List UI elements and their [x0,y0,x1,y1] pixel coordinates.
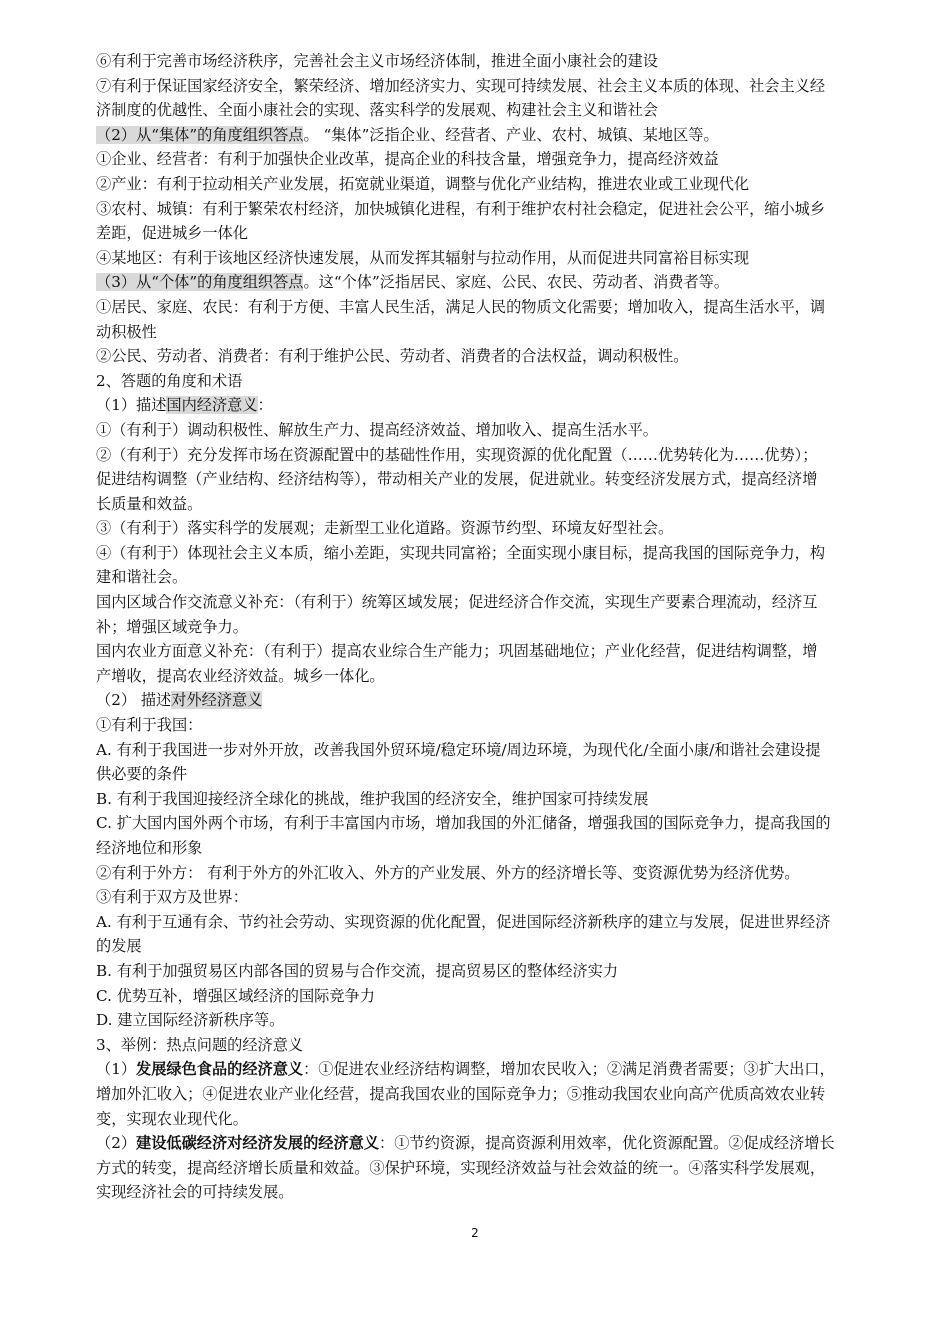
text-line: ②产业：有利于拉动相关产业发展，拓宽就业渠道，调整与优化产业结构，推进农业或工业现代化 [96,174,750,193]
text-line: 供必要的条件 [96,765,188,784]
text-line: 变，实现农业现代化。 [96,1109,248,1128]
text-line: 促进结构调整（产业结构、经济结构等），带动相关产业的发展，促进就业。转变经济发展方式，提高经济增 [96,470,818,489]
text-line: ①企业、经营者：有利于加强快企业改革，提高企业的科技含量，增强竞争力，提高经济效益 [96,150,719,169]
highlighted-heading: 对外经济意义 [171,691,263,710]
text-line: ③（有利于）落实科学的发展观；走新型工业化道路。资源节约型、环境友好型社会。 [96,519,674,538]
text-line: ②有利于外方： 有利于外方的外汇收入、外方的产业发展、外方的经济增长等、变资源优势为经济优势。 [96,863,800,882]
text-line: 长质量和效益。 [96,494,203,513]
heading-prefix: （2） 描述 [96,691,172,710]
text-line: C. 扩大国内国外两个市场，有利于丰富国内市场，增加我国的外汇储备，增强我国的国际竞争力，提高我国的 [96,814,831,833]
highlighted-heading: （2）从“集体”的角度组织答点 [96,125,304,144]
text-line: ①居民、家庭、农民：有利于方便、丰富人民生活，满足人民的物质文化需要；增加收入，提高生活水平，调 [96,297,825,316]
text-line: 方式的转变，提高经济增长质量和效益。③保护环境，实现经济效益与社会效益的统一。④落实科学发展观， [96,1158,825,1177]
text-line: ①有利于我国： [96,716,203,735]
text-line: ②公民、劳动者、消费者：有利于维护公民、劳动者、消费者的合法权益，调动积极性。 [96,347,689,366]
heading-text: 。这“个体”泛指居民、家庭、公民、农民、劳动者、消费者等。 [303,273,730,292]
heading-prefix: （1） [96,1060,137,1079]
text-line: 实现经济社会的可持续发展。 [96,1183,294,1202]
section-heading [96,393,886,418]
section-heading [96,688,886,713]
text-line: ④某地区：有利于该地区经济快速发展，从而发挥其辐射与拉动作用，从而促进共同富裕目标实现 [96,248,750,267]
text-line: C. 优势互补，增强区域经济的国际竞争力 [96,986,375,1005]
text-line: 国内区域合作交流意义补充：（有利于）统筹区域发展；促进经济合作交流，实现生产要素合理流动，经济互 [96,593,818,612]
bold-title: 发展绿色食品的经济意义 [136,1060,304,1079]
text-line: 建和谐社会。 [96,568,188,587]
text-line: ③农村、城镇：有利于繁荣农村经济，加快城镇化进程，有利于维护农村社会稳定，促进社会公平，缩小城乡 [96,199,825,218]
text-line: 动积极性 [96,322,157,341]
text-line: A. 有利于互通有余、节约社会劳动、实现资源的优化配置，促进国际经济新秩序的建立与发展，促进世界经济 [96,912,831,931]
heading-text: 。 “集体”泛指企业、经营者、产业、农村、城镇、某地区等。 [303,125,719,144]
example-heading [96,1131,886,1156]
text-line: 的发展 [96,937,142,956]
heading-text: ：①节约资源，提高资源利用效率，优化资源配置。②促成经济增长 [379,1134,835,1153]
text-line: 2、答题的角度和术语 [96,371,243,390]
section-heading [96,270,886,295]
text-line: 补；增强区域竞争力。 [96,617,248,636]
text-line: ⑥有利于完善市场经济秩序，完善社会主义市场经济体制，推进全面小康社会的建设 [96,52,658,70]
text-line: 国内农业方面意义补充：（有利于）提高农业综合生产能力；巩固基础地位；产业化经营，促进结构调整，增 [96,642,818,661]
heading-text: ：①促进农业经济结构调整，增加农民收入；②满足消费者需要；③扩大出口， [303,1060,835,1079]
text-line: 差距，促进城乡一体化 [96,224,248,243]
text-line: ⑦有利于保证国家经济安全，繁荣经济、增加经济实力、实现可持续发展、社会主义本质的体现、社会主义经 [96,76,825,95]
text-line: B. 有利于加强贸易区内部各国的贸易与合作交流，提高贸易区的整体经济实力 [96,961,619,980]
section-heading [96,123,886,148]
text-line: 增加外汇收入；④促进农业产业化经营，提高我国农业的国际竞争力；⑤推动我国农业向高产优质高效农业转 [96,1084,825,1103]
text-line: ③有利于双方及世界： [96,888,248,907]
text-line: ①（有利于）调动积极性、解放生产力、提高经济效益、增加收入、提高生活水平。 [96,420,658,439]
heading-prefix: （2） [96,1134,137,1153]
highlighted-heading: （3）从“个体”的角度组织答点 [96,273,304,292]
highlighted-heading: 国内经济意义 [166,396,258,415]
text-line: ②（有利于）充分发挥市场在资源配置中的基础性作用，实现资源的优化配置（……优势转化为……优势）； [96,445,818,464]
text-line: ④（有利于）体现社会主义本质，缩小差距，实现共同富裕；全面实现小康目标，提高我国的国际竞争力，构 [96,543,825,562]
heading-text: ： [257,396,273,415]
example-heading [96,1057,886,1082]
text-line: D. 建立国际经济新秩序等。 [96,1011,285,1030]
text-line: B. 有利于我国迎接经济全球化的挑战，维护我国的经济安全，维护国家可持续发展 [96,789,649,808]
text-line: 济制度的优越性、全面小康社会的实现、落实科学的发展观、构建社会主义和谐社会 [96,101,658,120]
text-line: 产增收，提高农业经济效益。城乡一体化。 [96,666,385,685]
heading-prefix: （1）描述 [96,396,167,415]
text-line: 经济地位和形象 [96,839,203,857]
text-line: A. 有利于我国进一步对外开放，改善我国外贸环境/稳定环境/周边环境，为现代化/全面小康/和谐社会建设提 [96,740,821,759]
document-body [96,49,886,1205]
bold-title: 建设低碳经济对经济发展的经济意义 [136,1134,380,1153]
text-line: 3、举例：热点问题的经济意义 [96,1035,304,1054]
page-number: 2 [471,1226,479,1240]
